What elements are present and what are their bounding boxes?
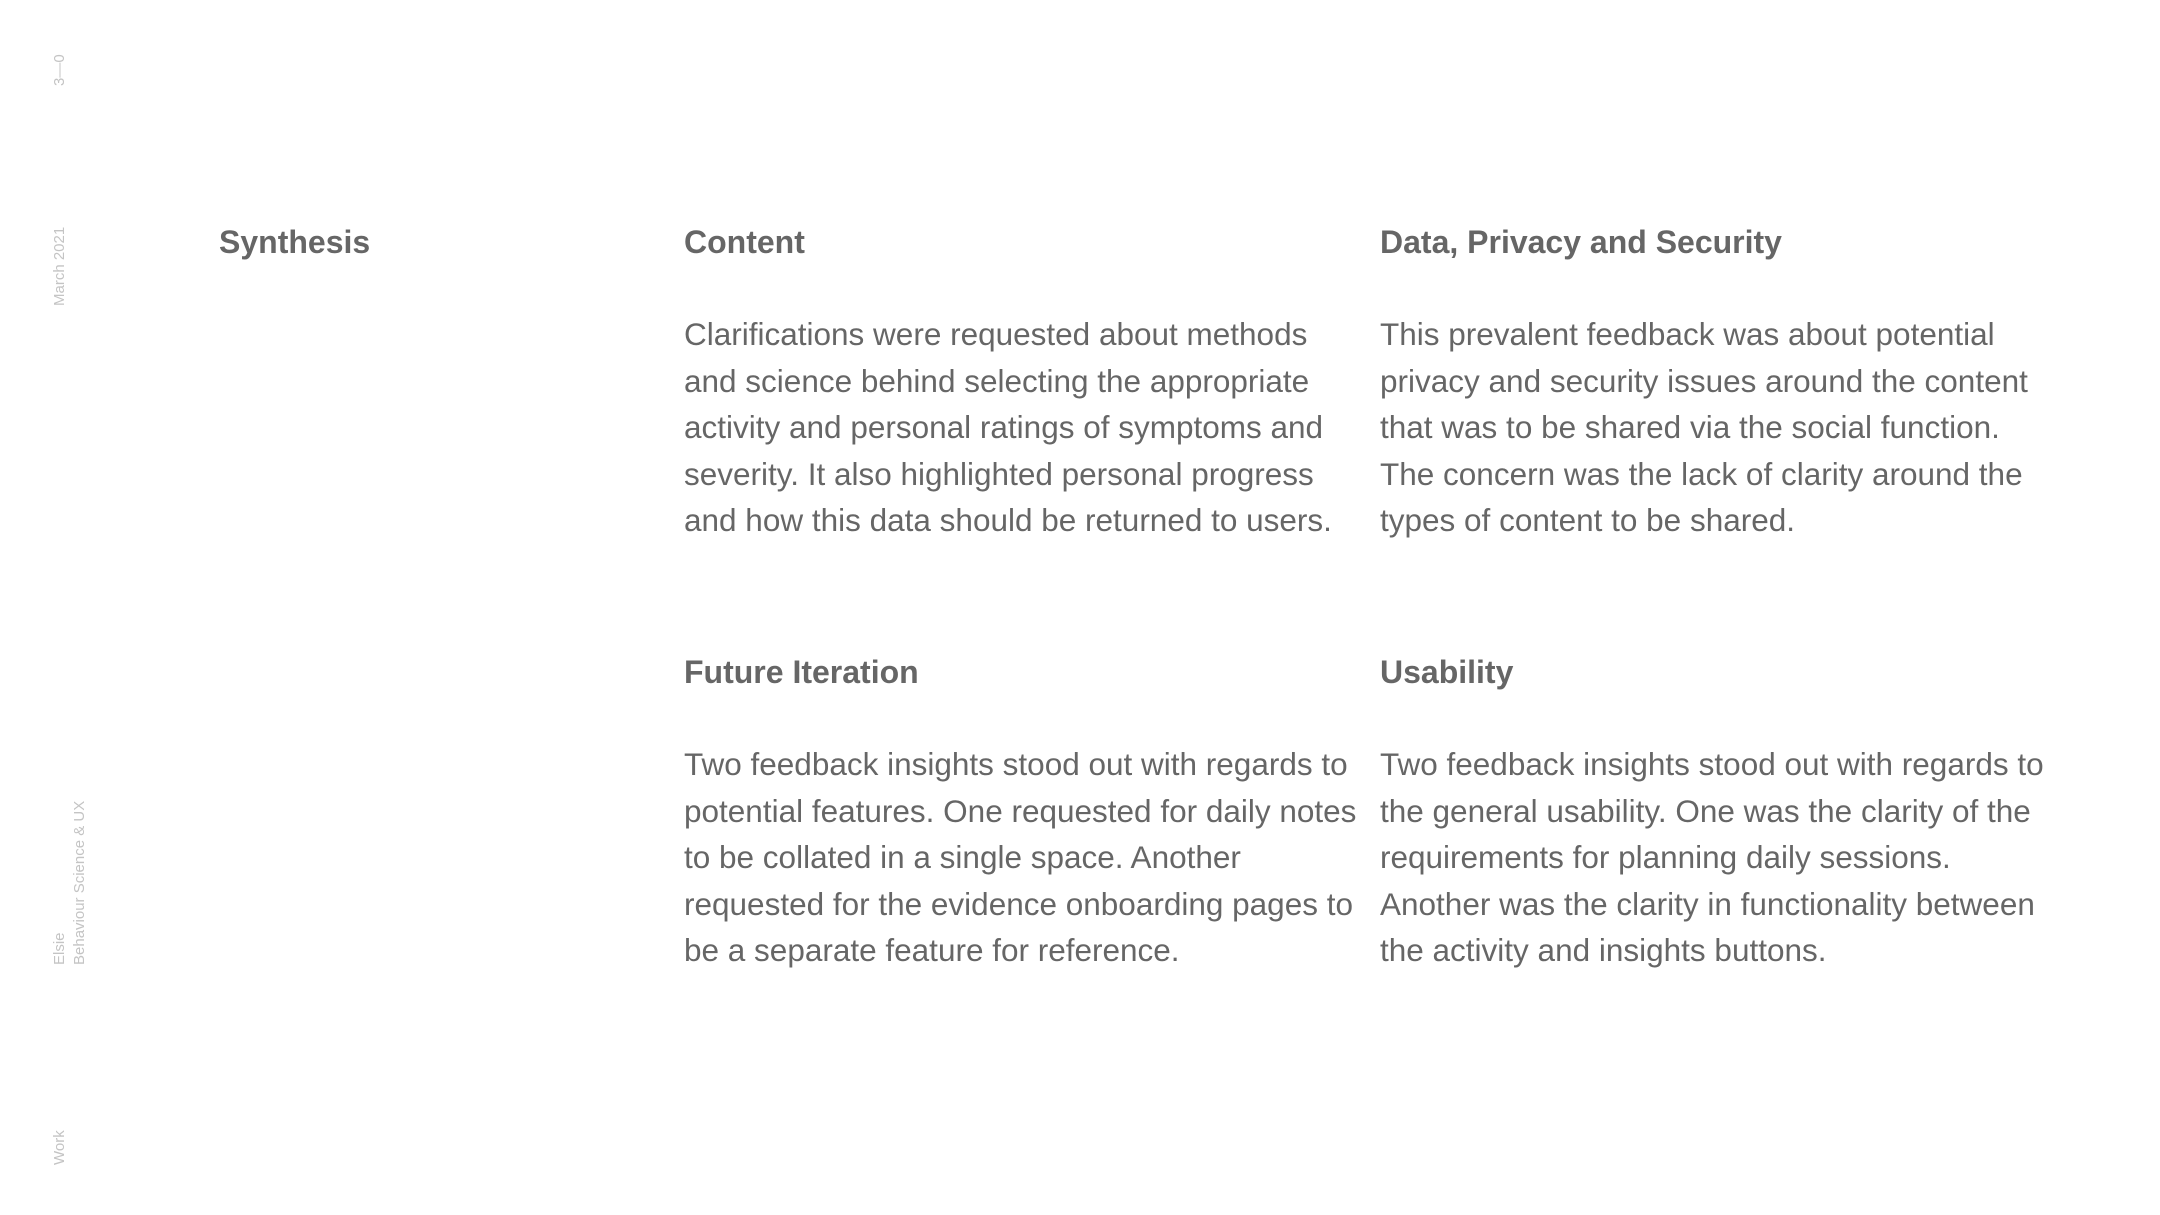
date-label: March 2021 (51, 226, 68, 306)
section-heading: Content (684, 224, 805, 260)
project-name: Elsie (51, 932, 68, 965)
page-number: 3—0 (51, 54, 68, 86)
section-body: This prevalent feedback was about potential privacy and security issues around the content that was to be shared via the social function. The concern was the lack of clarity around the types of content to be shared. (1380, 316, 2028, 538)
project-subtitle: Behaviour Science & UX (71, 800, 88, 965)
section-heading: Data, Privacy and Security (1380, 224, 1782, 260)
section-body: Two feedback insights stood out with regards to the general usability. One was the clarity of the requirements for planning daily sessions. Another was the clarity in functionality between the activity and insights buttons. (1380, 746, 2044, 968)
project-label (50, 801, 90, 965)
section-label: Work (51, 1130, 68, 1165)
section-heading: Future Iteration (684, 654, 919, 690)
page-title: Synthesis (219, 224, 371, 260)
section-body: Clarifications were requested about methods and science behind selecting the appropriate activity and personal ratings of symptoms and severity. It also highlighted personal progress and how this data should be returned to users. (684, 316, 1332, 538)
section-heading: Usability (1380, 654, 1514, 690)
section-body: Two feedback insights stood out with regards to potential features. One requested for daily notes to be collated in a single space. Another requested for the evidence onboarding pages to be a separate feature for reference. (684, 746, 1357, 968)
